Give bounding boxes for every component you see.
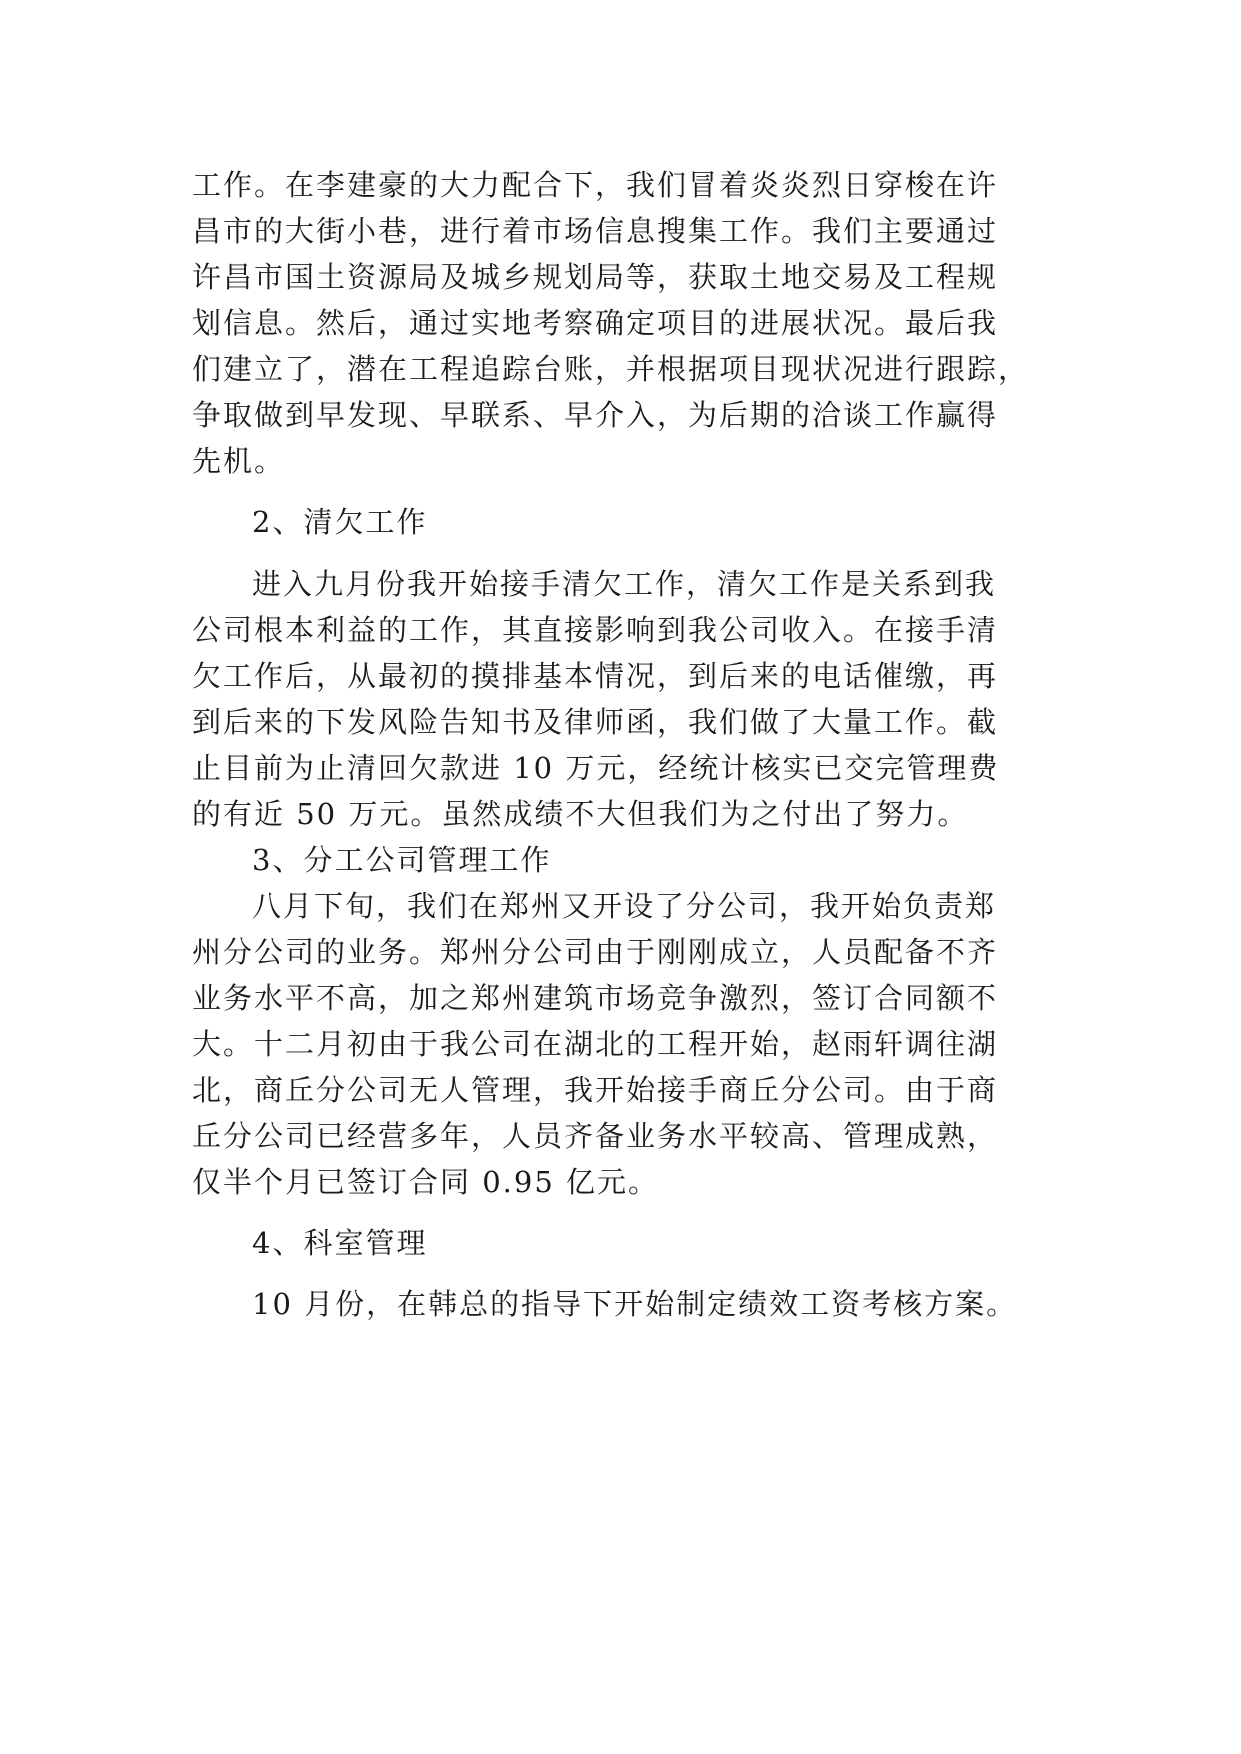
section-heading: 2、清欠工作 [252,505,428,540]
paragraph-line: 止目前为止清回欠款进 10 万元，经统计核实已交完管理费 [192,750,1000,785]
paragraph-line: 业务水平不高，加之郑州建筑市场竞争激烈，签订合同额不 [192,980,999,1015]
paragraph-line: 10 月份，在韩总的指导下开始制定绩效工资考核方案。 [252,1287,1018,1322]
paragraph-line: 欠工作后，从最初的摸排基本情况，到后来的电话催缴，再 [192,658,999,693]
paragraph-line: 划信息。然后，通过实地考察确定项目的进展状况。最后我 [192,306,999,340]
document-body [192,162,1072,1327]
paragraph-line: 大。十二月初由于我公司在湖北的工程开始，赵雨轩调往湖 [192,1026,999,1061]
paragraph-line: 公司根本利益的工作，其直接影响到我公司收入。在接手清 [192,612,999,647]
section-heading: 3、分工公司管理工作 [252,842,552,877]
paragraph-line: 们建立了，潜在工程追踪台账，并根据项目现状况进行跟踪， [192,352,1030,386]
paragraph-line: 工作。在李建豪的大力配合下，我们冒着炎炎烈日穿梭在许 [192,168,999,202]
paragraph-line: 州分公司的业务。郑州分公司由于刚刚成立，人员配备不齐 [192,934,999,969]
paragraph-line: 争取做到早发现、早联系、早介入，为后期的洽谈工作赢得 [192,398,999,432]
paragraph-line: 昌市的大街小巷，进行着市场信息搜集工作。我们主要通过 [192,214,999,248]
paragraph-line: 进入九月份我开始接手清欠工作，清欠工作是关系到我 [252,566,997,601]
paragraph-line: 的有近 50 万元。虽然成绩不大但我们为之付出了努力。 [192,796,969,831]
paragraph-line: 许昌市国土资源局及城乡规划局等，获取土地交易及工程规 [192,260,999,294]
section-heading: 4、科室管理 [252,1225,428,1260]
paragraph-line: 先机。 [192,444,286,478]
paragraph-line: 八月下旬，我们在郑州又开设了分公司，我开始负责郑 [252,888,997,923]
paragraph-line: 仅半个月已签订合同 0.95 亿元。 [192,1164,660,1199]
paragraph-line: 北，商丘分公司无人管理，我开始接手商丘分公司。由于商 [192,1072,999,1107]
paragraph-line: 丘分公司已经营多年，人员齐备业务水平较高、管理成熟， [192,1118,999,1153]
paragraph-line: 到后来的下发风险告知书及律师函，我们做了大量工作。截 [192,704,999,739]
